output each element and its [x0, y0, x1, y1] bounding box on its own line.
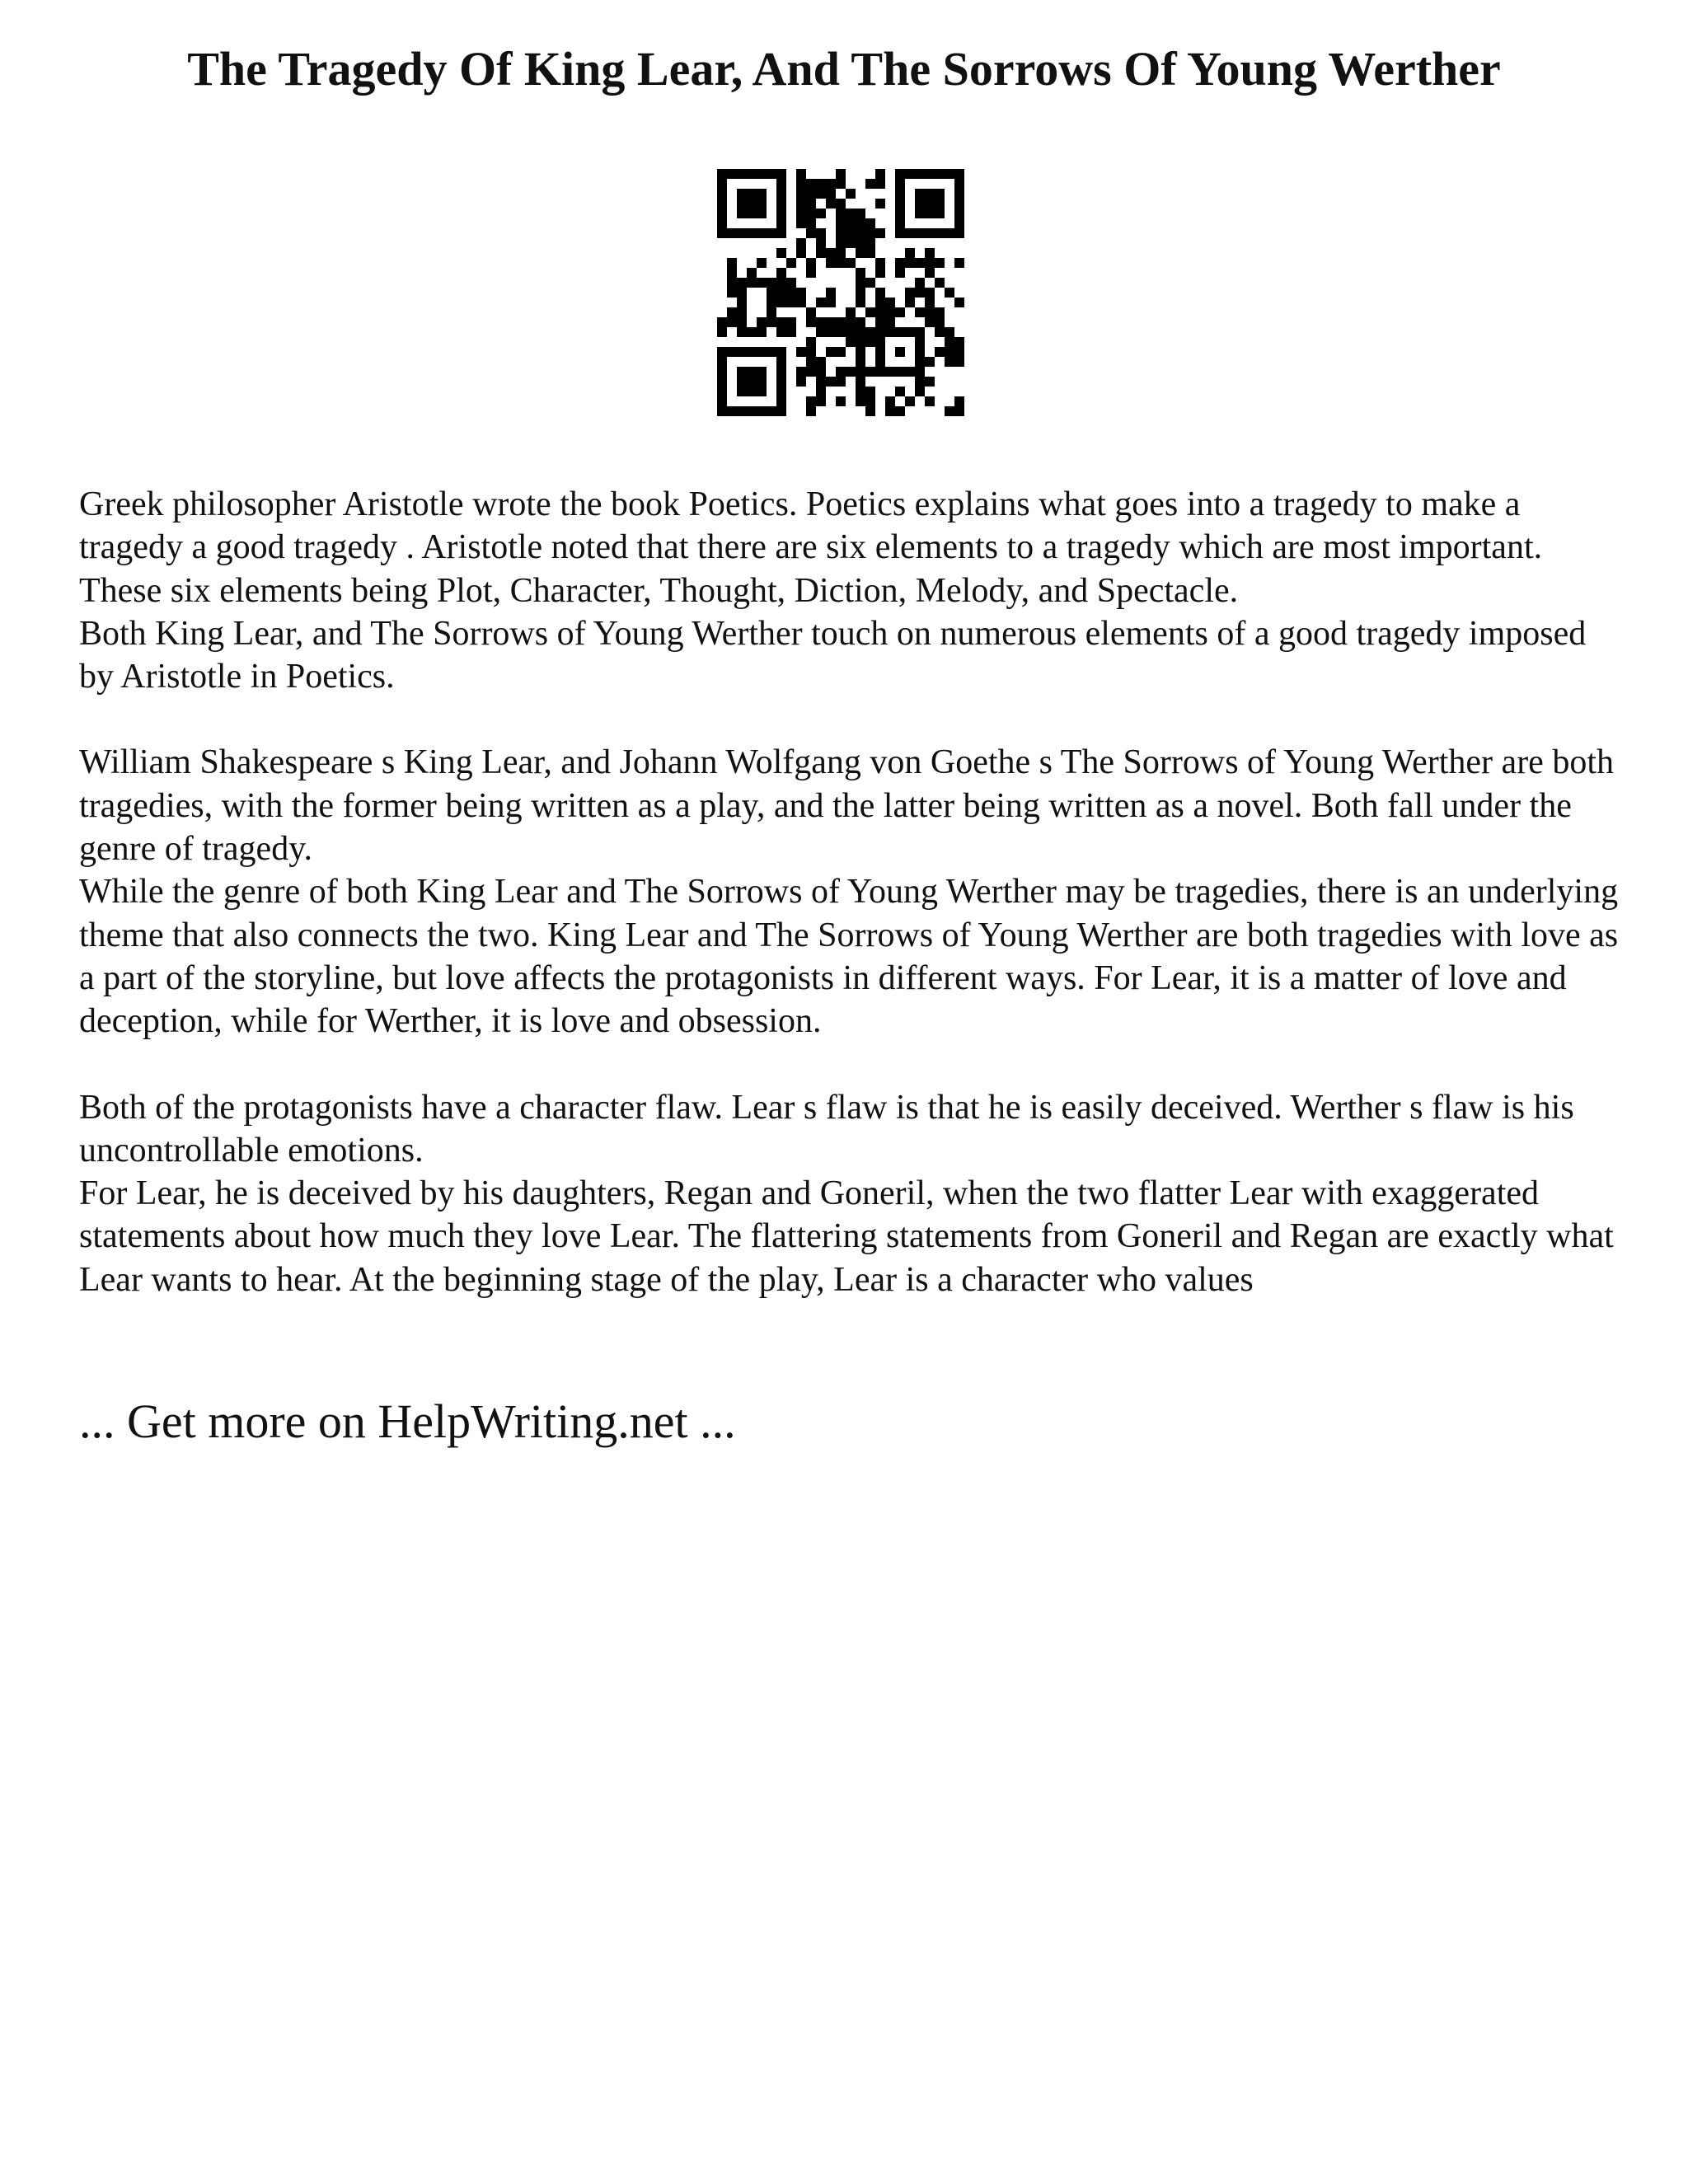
paragraph-poetics-elements: Both King Lear, and The Sorrows of Young Werther touch on numerous elements of a good tragedy imposed by Aristotle in Poetics.	[79, 614, 1587, 696]
get-more-link[interactable]: ... Get more on HelpWriting.net ...	[79, 1394, 736, 1448]
paragraph-aristotle: Greek philosopher Aristotle wrote the book Poetics. Poetics explains what goes into a tragedy to make a tragedy a good tragedy . Aristotle noted that there are six elements to a tragedy which are most important. These six elements being Plot, Character, Thought, Diction, Melody, and Spectacle.	[79, 485, 1543, 610]
paragraph-flaw: Both of the protagonists have a character flaw. Lear s flaw is that he is easily deceived. Werther s flaw is his uncontrollable emotions.	[79, 1088, 1574, 1169]
paragraph-genre: William Shakespeare s King Lear, and Johann Wolfgang von Goethe s The Sorrows of Young Werther are both tragedies, with the former being written as a play, and the latter being written as a novel. Both fall under the genre of tragedy.	[79, 743, 1614, 869]
qr-code-icon	[717, 169, 964, 416]
paragraph-deception: For Lear, he is deceived by his daughters, Regan and Goneril, when the two flatter Lear with exaggerated statements about how much they love Lear. The flattering statements from Goneril and Regan are exactly what Lear wants to hear. At the beginning stage of the play, Lear is a character who values	[79, 1174, 1614, 1299]
document-body	[79, 483, 1629, 1301]
paragraph-theme: While the genre of both King Lear and The Sorrows of Young Werther may be tragedies, there is an underlying theme that also connects the two. King Lear and The Sorrows of Young Werther are both tragedies with love as a part of the storyline, but love affects the protagonists in different ways. For Lear, it is a matter of love and deception, while for Werther, it is love and obsession.	[79, 873, 1619, 1041]
document-title: The Tragedy Of King Lear, And The Sorrows Of Young Werther	[187, 42, 1501, 96]
